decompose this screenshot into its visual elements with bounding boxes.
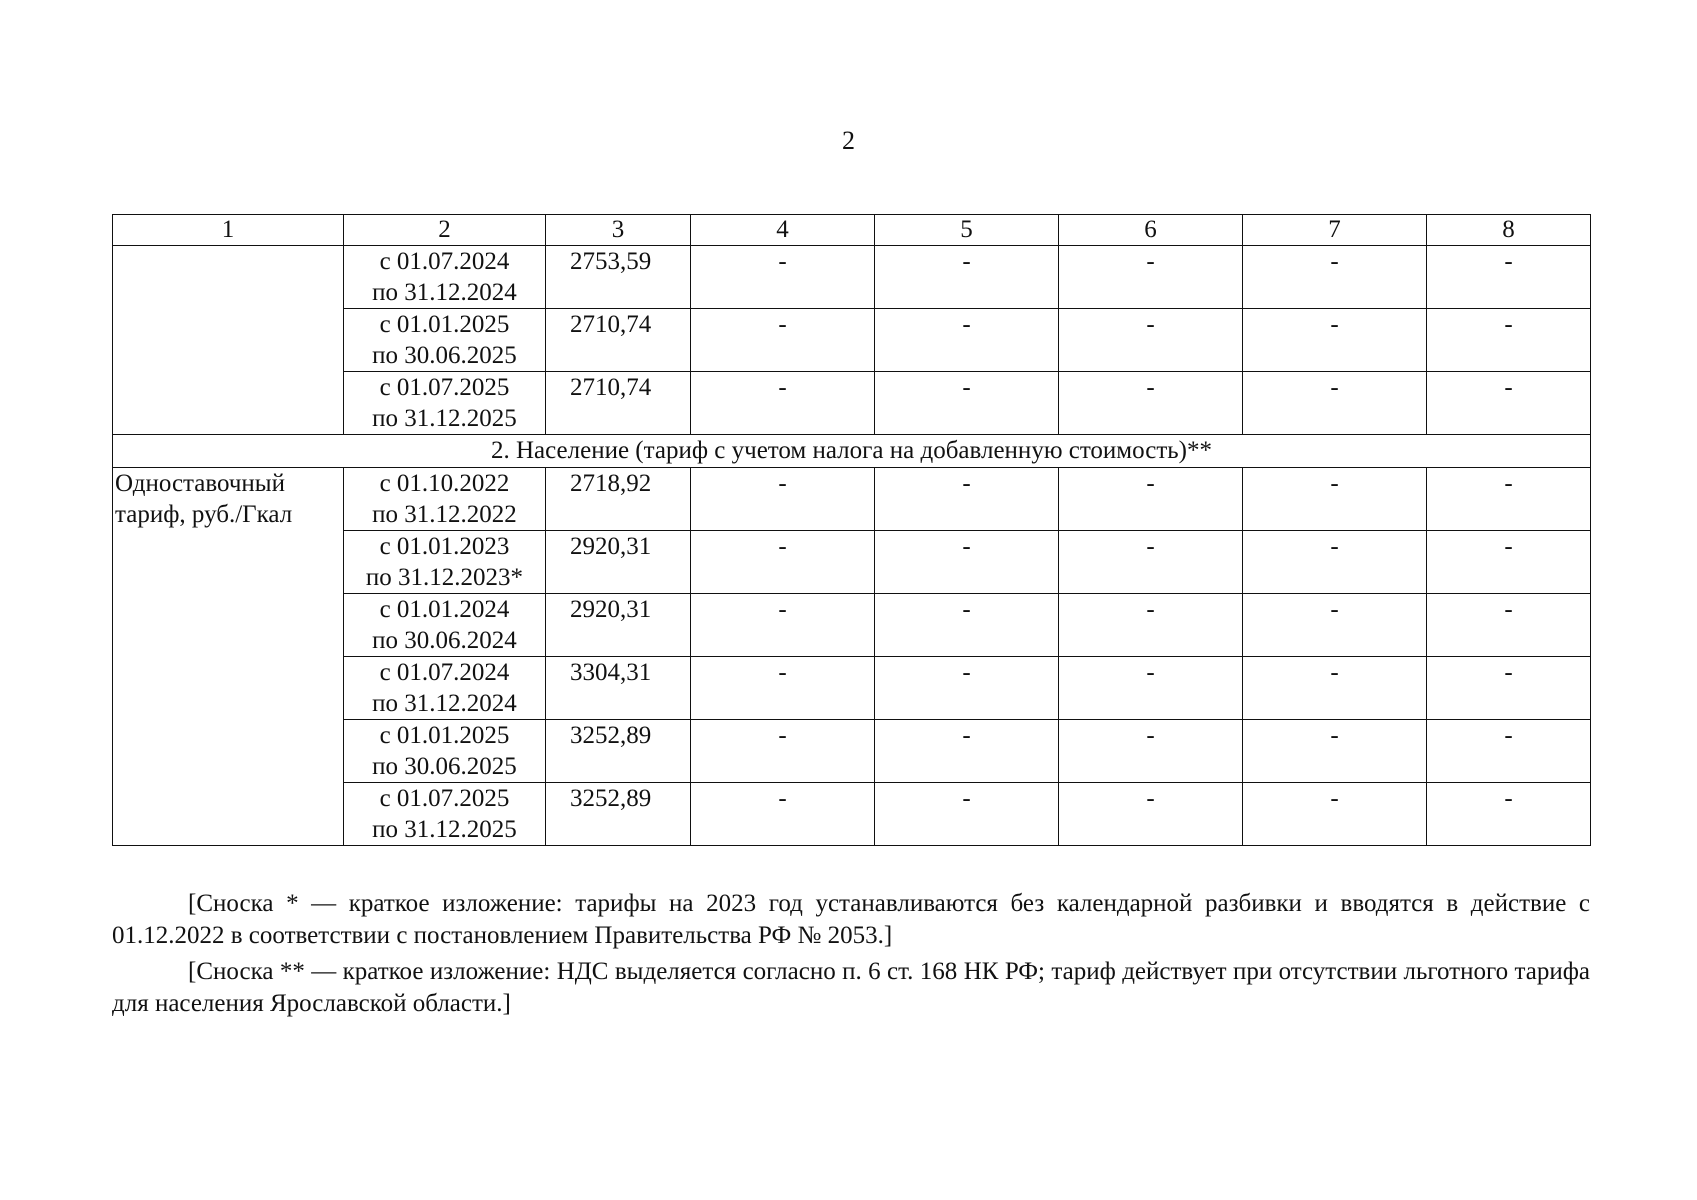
- footnote-vat-indexation: [Сноска * — краткое изложение: тарифы на 2023 год устанавливаются без календарной разбивки и вводятся в действие с 01.12.2022 в соответствии с постановлением Правительства РФ № 2053.]: [112, 890, 1590, 949]
- page-number: 2: [842, 126, 855, 155]
- section-title: 2. Население (тариф с учетом налога на добавленную стоимость)**: [113, 435, 1591, 468]
- empty-value-cell: -: [1243, 720, 1427, 783]
- empty-value-cell: -: [1059, 720, 1243, 783]
- header-cell: 1: [113, 215, 344, 246]
- period-from: с 01.01.2025: [379, 311, 510, 338]
- table-row: [113, 468, 1591, 531]
- empty-value-cell: -: [1427, 783, 1591, 846]
- empty-value-cell: -: [691, 372, 875, 435]
- empty-value-cell: -: [1427, 372, 1591, 435]
- table-row: [113, 246, 1591, 309]
- period-to: по 31.12.2025: [372, 816, 517, 843]
- period-cell: [344, 468, 546, 531]
- empty-value-cell: -: [1243, 657, 1427, 720]
- period-cell: [344, 531, 546, 594]
- empty-value-cell: -: [1427, 594, 1591, 657]
- period-to: по 31.12.2024: [372, 279, 517, 306]
- empty-value-cell: -: [1427, 468, 1591, 531]
- period-from: с 01.01.2024: [379, 596, 510, 623]
- period-from: с 01.01.2025: [379, 722, 510, 749]
- empty-value-cell: -: [691, 468, 875, 531]
- empty-value-cell: -: [875, 720, 1059, 783]
- row-label-cell: Одноставочный тариф, руб./Гкал: [113, 468, 344, 846]
- tariff-value-cell: 2920,31: [546, 594, 691, 657]
- row-label-cell: [113, 246, 344, 435]
- empty-value-cell: -: [691, 531, 875, 594]
- empty-value-cell: -: [1243, 246, 1427, 309]
- empty-value-cell: -: [875, 657, 1059, 720]
- period-cell: [344, 594, 546, 657]
- empty-value-cell: -: [1059, 531, 1243, 594]
- period-cell: [344, 657, 546, 720]
- empty-value-cell: -: [691, 309, 875, 372]
- period-to: по 30.06.2025: [372, 753, 517, 780]
- period-to: по 31.12.2025: [372, 405, 517, 432]
- header-cell: 2: [344, 215, 546, 246]
- empty-value-cell: -: [1427, 720, 1591, 783]
- empty-value-cell: -: [691, 783, 875, 846]
- empty-value-cell: -: [1243, 531, 1427, 594]
- period-to: по 30.06.2024: [372, 627, 517, 654]
- period-to: по 30.06.2025: [372, 342, 517, 369]
- empty-value-cell: -: [691, 246, 875, 309]
- section-row: [113, 435, 1591, 468]
- empty-value-cell: -: [1243, 372, 1427, 435]
- empty-value-cell: -: [1427, 531, 1591, 594]
- period-from: с 01.07.2025: [379, 785, 510, 812]
- empty-value-cell: -: [691, 720, 875, 783]
- tariff-value-cell: 3304,31: [546, 657, 691, 720]
- empty-value-cell: -: [1059, 594, 1243, 657]
- period-cell: [344, 246, 546, 309]
- empty-value-cell: -: [875, 246, 1059, 309]
- period-cell: [344, 309, 546, 372]
- tariff-table: [112, 214, 1591, 846]
- period-cell: [344, 720, 546, 783]
- empty-value-cell: -: [1059, 783, 1243, 846]
- empty-value-cell: -: [1059, 657, 1243, 720]
- table-header-row: [113, 215, 1591, 246]
- empty-value-cell: -: [875, 468, 1059, 531]
- empty-value-cell: -: [875, 783, 1059, 846]
- header-cell: 6: [1059, 215, 1243, 246]
- tariff-value-cell: 2710,74: [546, 372, 691, 435]
- empty-value-cell: -: [1427, 246, 1591, 309]
- empty-value-cell: -: [1059, 372, 1243, 435]
- empty-value-cell: -: [875, 531, 1059, 594]
- period-from: с 01.07.2025: [379, 374, 510, 401]
- header-cell: 7: [1243, 215, 1427, 246]
- period-to: по 31.12.2022: [372, 501, 517, 528]
- period-to: по 31.12.2023*: [365, 564, 524, 591]
- empty-value-cell: -: [1059, 468, 1243, 531]
- empty-value-cell: -: [691, 594, 875, 657]
- tariff-value-cell: 3252,89: [546, 720, 691, 783]
- tariff-value-cell: 2718,92: [546, 468, 691, 531]
- footnotes: [112, 888, 1590, 1024]
- period-cell: [344, 372, 546, 435]
- empty-value-cell: -: [1243, 783, 1427, 846]
- footnote-population-tariff: [Сноска ** — краткое изложение: НДС выделяется согласно п. 6 ст. 168 НК РФ; тариф действует при отсутствии льготного тарифа для населения Ярославской области.]: [112, 958, 1590, 1017]
- empty-value-cell: -: [691, 657, 875, 720]
- empty-value-cell: -: [875, 309, 1059, 372]
- period-from: с 01.07.2024: [379, 248, 510, 275]
- period-from: с 01.01.2023: [379, 533, 510, 560]
- period-from: с 01.07.2024: [379, 659, 510, 686]
- period-from: с 01.10.2022: [379, 470, 510, 497]
- empty-value-cell: -: [1059, 246, 1243, 309]
- tariff-value-cell: 2753,59: [546, 246, 691, 309]
- tariff-value-cell: 2920,31: [546, 531, 691, 594]
- empty-value-cell: -: [1427, 657, 1591, 720]
- empty-value-cell: -: [875, 372, 1059, 435]
- empty-value-cell: -: [1243, 309, 1427, 372]
- header-cell: 5: [875, 215, 1059, 246]
- tariff-value-cell: 3252,89: [546, 783, 691, 846]
- header-cell: 8: [1427, 215, 1591, 246]
- empty-value-cell: -: [1427, 309, 1591, 372]
- empty-value-cell: -: [1243, 468, 1427, 531]
- empty-value-cell: -: [1059, 309, 1243, 372]
- empty-value-cell: -: [875, 594, 1059, 657]
- period-cell: [344, 783, 546, 846]
- tariff-value-cell: 2710,74: [546, 309, 691, 372]
- period-to: по 31.12.2024: [372, 690, 517, 717]
- header-cell: 4: [691, 215, 875, 246]
- empty-value-cell: -: [1243, 594, 1427, 657]
- header-cell: 3: [546, 215, 691, 246]
